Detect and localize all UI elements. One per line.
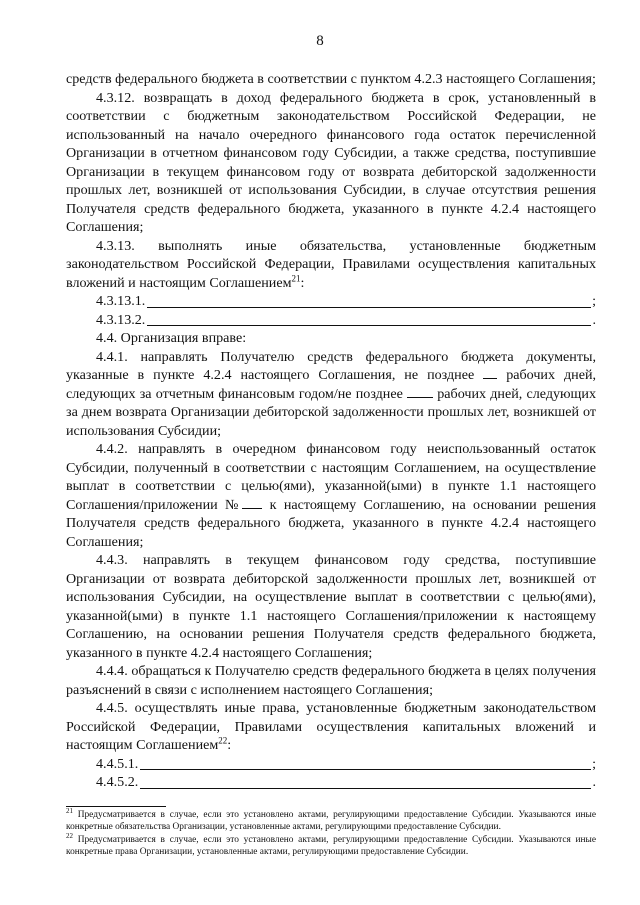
fill-line-4-3-13-1	[66, 292, 596, 311]
blank-line	[140, 768, 591, 770]
paragraph-4-4-1-part-b: рабочих дней, следующих за отчетным финансовым годом/не позднее	[66, 367, 597, 402]
paragraph-4-4-5-text: 4.4.5. осуществлять иные права, установленные бюджетным законодательством Российской Федерации, Правилами осуществления капитальных вложений и настоящим Соглашением	[66, 700, 596, 753]
footnote-ref-21: 21	[291, 272, 301, 283]
footnote-21	[66, 806, 596, 834]
fill-line-label: 4.3.13.1.	[96, 293, 146, 309]
fill-line-end: .	[592, 774, 596, 790]
blank-days-1	[483, 366, 497, 379]
paragraph-4-4-1-part-c: рабочих дней, следующих за днем возврата Организации дебиторской задолженности прошлых лет, возникшей от использования Субсидии;	[66, 385, 597, 439]
paragraph-4-4-2-part-b: к настоящему Соглашению, на основании решения Получателя средств федерального бюджета, указанного в пункте 4.2.4 настоящего Соглашения;	[66, 496, 596, 550]
fill-line-4-4-5-1	[66, 755, 596, 774]
document-body	[66, 70, 596, 792]
paragraph-4-4-1-part-a: 4.4.1. направлять Получателю средств федерального бюджета документы, указанные в пункте 4.2.4 настоящего Соглашения, не позднее	[66, 348, 596, 383]
blank-line	[147, 306, 591, 308]
fill-line-end: ;	[592, 293, 596, 309]
paragraph-4-3-13	[66, 237, 596, 293]
footnotes	[66, 806, 596, 859]
paragraph-4-3-12: 4.3.12. возвращать в доход федерального бюджета в срок, установленный в соответствии с бюджетным законодательством Российской Федерации, не использованный на начало очередного финансового года остаток перечисленной Организации в отчетном финансовом году Субсидии, а также средства, поступившие Организации в текущем финансовом году от возврата дебиторской задолженности прошлых лет, возникшей от использования Субсидии, в случае отсутствия решения Получателя средств федерального бюджета, указанного в пункте 4.2.4 настоящего Соглашения;	[66, 89, 596, 235]
footnote-number: 21	[66, 806, 73, 815]
paragraph-4-4-4: 4.4.4. обращаться к Получателю средств федерального бюджета в целях получения разъяснений в связи с исполнением настоящего Соглашения;	[66, 663, 596, 698]
fill-line-label: 4.4.5.2.	[96, 774, 139, 790]
paragraph-4-3-13-colon: :	[300, 274, 305, 291]
blank-line	[147, 324, 591, 326]
paragraph-4-3-13-text: 4.3.13. выполнять иные обязательства, установленные бюджетным законодательством Российской Федерации, Правилами осуществления капитальных вложений и настоящим Соглашением	[66, 237, 596, 291]
paragraph-4-4-5	[66, 699, 596, 755]
footnote-text: Предусматривается в случае, если это установлено актами, регулирующими предоставление Субсидии. Указываются иные конкретные права Организации, установленные актами, регулирующими предоставление Субсидии.	[66, 834, 596, 858]
footnote-separator	[66, 806, 166, 807]
paragraph-4-4-2-part-a: 4.4.2. направлять в очередном финансовом году неиспользованный остаток Субсидии, полученный в соответствии с настоящим Соглашением, на осуществление выплат в соответствии с целью(ями), указанной(ыми) в пункте 1.1 настоящего Соглашения/приложении №	[66, 441, 596, 513]
fill-line-4-3-13-2	[66, 311, 596, 330]
paragraph-4-4-1	[66, 348, 596, 441]
paragraph-4-4-5-colon: :	[227, 737, 232, 753]
fill-line-end: ;	[592, 755, 596, 772]
paragraph-4-4: 4.4. Организация вправе:	[96, 330, 247, 346]
fill-line-4-4-5-2	[66, 773, 596, 792]
fill-line-label: 4.4.5.1.	[96, 755, 139, 772]
fill-line-label: 4.3.13.2.	[96, 311, 146, 328]
blank-days-2	[407, 385, 433, 398]
paragraph-4-4-3: 4.4.3. направлять в текущем финансовом году средства, поступившие Организации от возврата дебиторской задолженности прошлых лет, возникшей от использования Субсидии, на осуществление выплат в соответствии с целью(ями), указанной(ыми) в пункте 1.1 настоящего Соглашения/приложении к настоящему Соглашению, на основании решения Получателя средств федерального бюджета, указанного в пункте 4.2.4 настоящего Соглашения;	[66, 552, 596, 661]
paragraph-4-4-2	[66, 440, 596, 551]
fill-line-end: .	[592, 311, 596, 328]
footnote-text: Предусматривается в случае, если это установлено актами, регулирующими предоставление Субсидии. Указываются иные конкретные обязательства Организации, установленные актами, регулирующими предоставление Субсидии.	[66, 810, 596, 833]
footnote-ref-22: 22	[218, 735, 228, 746]
footnote-number: 22	[66, 831, 73, 840]
paragraph-continuation: средств федерального бюджета в соответствии с пунктом 4.2.3 настоящего Соглашения;	[66, 71, 596, 87]
page-number: 8	[316, 33, 324, 49]
blank-annex-number	[242, 496, 262, 509]
footnote-22	[66, 831, 596, 859]
blank-line	[140, 787, 591, 789]
